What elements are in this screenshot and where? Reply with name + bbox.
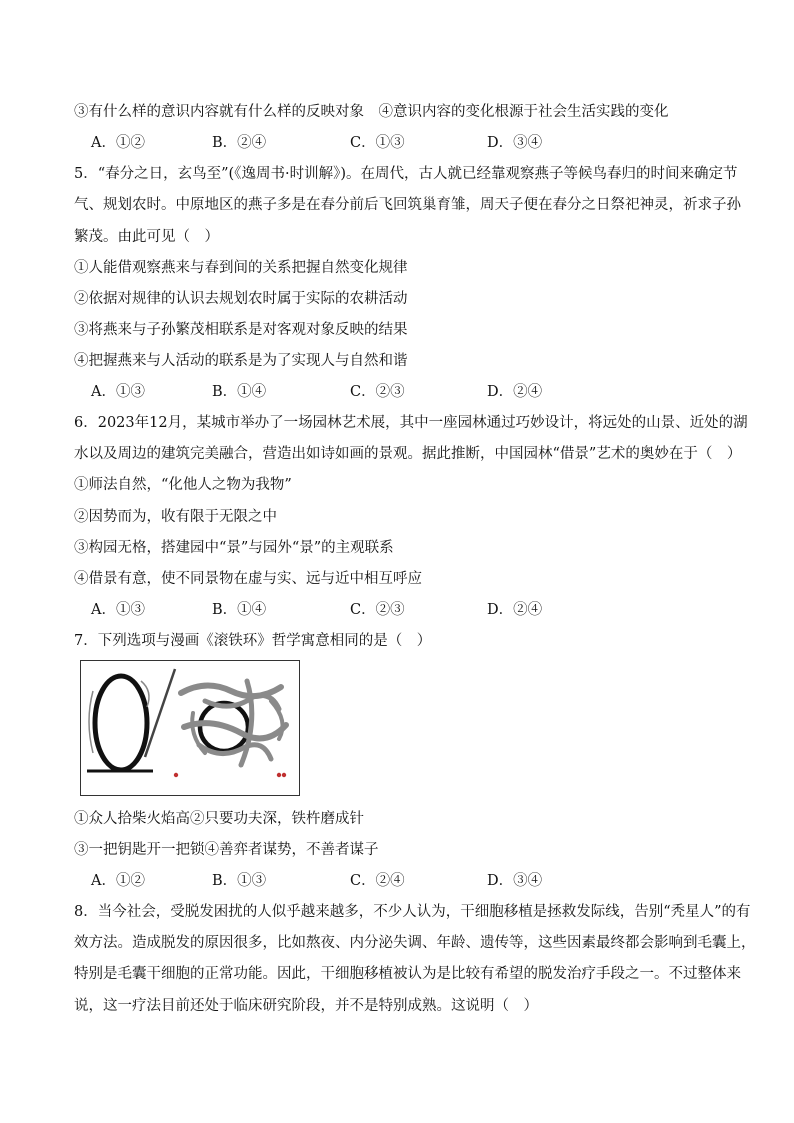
q6-option-b[interactable]: B．①④ <box>212 602 267 618</box>
q8-stem-line-1: 8．当今社会，受脱发困扰的人似乎越来越多，不少人认为，干细胞移植是拯救发际线，告别“秃星人”的有 <box>74 904 751 920</box>
q5-statement-2: ②依据对规律的认识去规划农时属于实际的农耕活动 <box>74 291 408 307</box>
q6-stem-line-2: 水以及周边的建筑完美融合，营造出如诗如画的景观。据此推断，中国园林“借景”艺术的奥妙在于（ ） <box>74 446 742 462</box>
q8-stem-line-2: 效方法。造成脱发的原因很多，比如熬夜、内分泌失调、年龄、遗传等，这些因素最终都会影响到毛囊上， <box>74 935 756 951</box>
q5-option-d[interactable]: D．②④ <box>487 384 543 400</box>
q7-option-a[interactable]: A．①② <box>91 873 145 889</box>
q7-option-b[interactable]: B．①③ <box>212 873 267 889</box>
q7-options <box>91 870 691 892</box>
q7-option-c[interactable]: C．②④ <box>350 873 405 889</box>
q7-stem: 7．下列选项与漫画《滚铁环》哲学寓意相同的是（ ） <box>74 633 432 649</box>
q5-statement-4: ④把握燕来与人活动的联系是为了实现人与自然和谐 <box>74 353 408 369</box>
cartoon-rolling-iron-hoop <box>80 660 300 796</box>
q8-stem-line-4: 说，这一疗法目前还处于临床研究阶段，并不是特别成熟。这说明（ ） <box>74 998 538 1014</box>
q5-stem-line-2: 气、规划农时。中原地区的燕子多是在春分前后飞回筑巢育雏，周天子便在春分之日祭祀神灵，祈求子孙 <box>74 197 741 213</box>
q5-statement-3: ③将燕来与子孙繁茂相联系是对客观对象反映的结果 <box>74 322 408 338</box>
hoop-rod <box>145 669 175 757</box>
q6-options <box>91 599 691 621</box>
q6-option-d[interactable]: D．②④ <box>487 602 543 618</box>
q6-statement-3: ③构园无格，搭建园中“景”与园外“景”的主观联系 <box>74 540 394 556</box>
q4-option-c[interactable]: C．①③ <box>350 135 405 151</box>
q7-option-d[interactable]: D．③④ <box>487 873 543 889</box>
red-dot-2 <box>277 773 281 777</box>
q6-statement-1: ①师法自然，“化他人之物为我物” <box>74 477 292 493</box>
q4-statement-3-4: ③有什么样的意识内容就有什么样的反映对象 ④意识内容的变化根源于社会生活实践的变化 <box>74 104 669 120</box>
q7-statement-3-4: ③一把钥匙开一把锁④善弈者谋势，不善者谋子 <box>74 842 379 858</box>
motion-line-1 <box>89 691 93 753</box>
red-dot-1 <box>174 773 178 777</box>
cartoon-illustration <box>81 661 298 794</box>
q6-option-c[interactable]: C．②③ <box>350 602 405 618</box>
q4-option-d[interactable]: D．③④ <box>487 135 543 151</box>
red-dot-3 <box>282 773 286 777</box>
q5-options <box>91 381 691 403</box>
q5-stem-line-1: 5．“春分之日，玄鸟至”(《逸周书·时训解》)。在周代，古人就已经靠观察燕子等候鸟春归的时间来确定节 <box>74 166 738 182</box>
q4-options <box>91 132 691 154</box>
q5-option-b[interactable]: B．①④ <box>212 384 267 400</box>
hoop-left <box>95 676 147 770</box>
q5-stem-line-3: 繁茂。由此可见（ ） <box>74 229 219 245</box>
q5-statement-1: ①人能借观察燕来与春到间的关系把握自然变化规律 <box>74 260 408 276</box>
q6-stem-line-1: 6．2023年12月，某城市举办了一场园林艺术展，其中一座园林通过巧妙设计，将远处的山景、近处的湖 <box>74 415 748 431</box>
q5-option-c[interactable]: C．②③ <box>350 384 405 400</box>
q6-option-a[interactable]: A．①③ <box>91 602 145 618</box>
q6-statement-4: ④借景有意，使不同景物在虚与实、远与近中相互呼应 <box>74 571 422 587</box>
q8-stem-line-3: 特别是毛囊干细胞的正常功能。因此，干细胞移植被认为是比较有希望的脱发治疗手段之一。不过整体来 <box>74 966 741 982</box>
q4-option-b[interactable]: B．②④ <box>212 135 267 151</box>
q5-option-a[interactable]: A．①③ <box>91 384 145 400</box>
q7-statement-1-2: ①众人拾柴火焰高②只要功夫深，铁杵磨成针 <box>74 811 364 827</box>
q6-statement-2: ②因势而为，收有限于无限之中 <box>74 509 277 525</box>
q4-option-a[interactable]: A．①② <box>91 135 145 151</box>
